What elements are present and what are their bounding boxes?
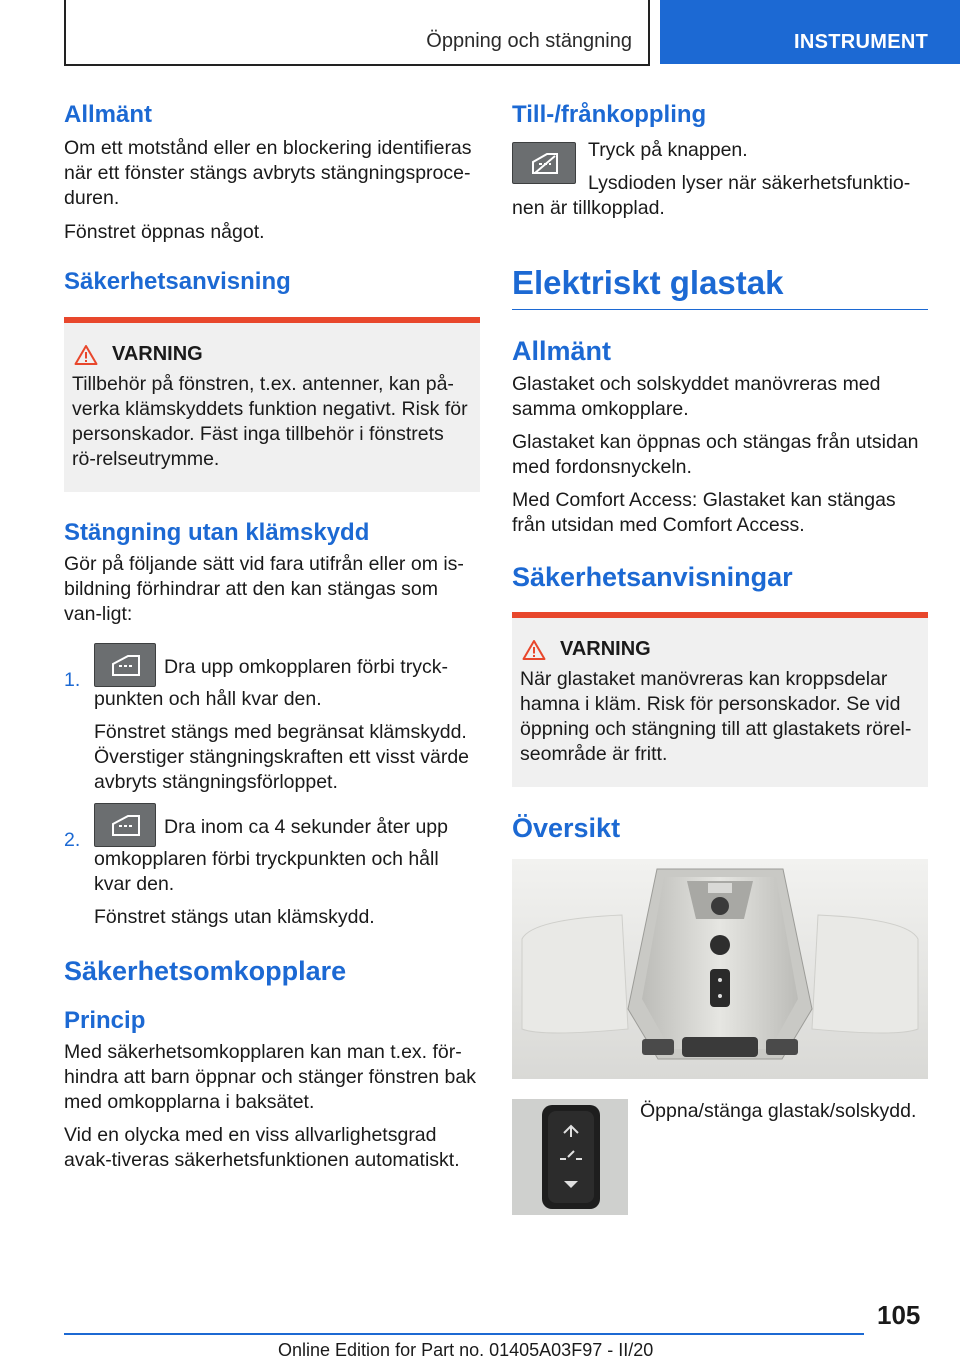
- sunroof-switch-icon: [512, 1099, 628, 1215]
- sakerhetsomkopplare-heading: Säkerhetsomkopplare: [64, 956, 347, 986]
- warning-box: [64, 317, 480, 492]
- footer-divider: [64, 1333, 864, 1335]
- header-section-title: Öppning och stängning: [426, 30, 632, 52]
- warning-text: Tillbehör på fönstren, t.ex. antenner, kan på-verka klämskyddets funktion negativt. Risk för personskador. Fäst inga tillbehör i fönstrets rö-relseutrymme.: [72, 373, 468, 470]
- warning-title: [72, 343, 472, 366]
- step-2-note: Fönstret stängs utan klämskydd.: [94, 906, 375, 928]
- glastak-title: Elektriskt glastak: [512, 263, 928, 310]
- overhead-console-photo: [512, 859, 928, 1079]
- tillfran-heading: Till-/frånkoppling: [512, 101, 707, 128]
- glastak-paragraph-2: Glastaket kan öppnas och stängas från utsidan med fordonsnyckeln.: [512, 431, 919, 478]
- allmant-heading: Allmänt: [64, 101, 153, 128]
- right-column: [512, 100, 928, 1217]
- tillfran-paragraph-2-text: Lysdioden lyser när säkerhetsfunktio-nen är tillkopplad.: [512, 172, 911, 219]
- header-chapter-tab[interactable]: [660, 0, 960, 64]
- warning-title-sunroof-text: VARNING: [560, 638, 651, 660]
- allmant-paragraph-2: Fönstret öppnas något.: [64, 221, 265, 243]
- sakerhetsanvisningar-heading: Säkerhetsanvisningar: [512, 562, 793, 592]
- step-1-line: [94, 649, 480, 712]
- step-2-number: 2.: [64, 829, 81, 851]
- header-chapter-label: INSTRUMENT: [794, 31, 929, 53]
- left-column: [64, 100, 480, 1173]
- tillfran-block: [512, 138, 928, 221]
- window-switch-icon: [94, 643, 156, 687]
- warning-box-sunroof: [512, 612, 928, 787]
- princip-paragraph-1: Med säkerhetsomkopplaren kan man t.ex. för-hindra att barn öppnar och stänger fönstren bak med omkopplarna i baksätet.: [64, 1041, 476, 1113]
- sunroof-switch-block: [512, 1099, 928, 1217]
- step-1-number: 1.: [64, 669, 81, 691]
- oversikt-heading: Översikt: [512, 813, 621, 843]
- step-2-line: [94, 809, 480, 897]
- step-1-text: Dra upp omkopplaren förbi tryck-punkten och håll kvar den.: [94, 656, 448, 710]
- step-2-text: Dra inom ca 4 sekunder åter upp omkopplaren förbi tryckpunkten och håll kvar den.: [94, 816, 448, 895]
- window-switch-icon: [94, 803, 156, 847]
- header-frame: [64, 0, 650, 66]
- princip-paragraph-2: Vid en olycka med en viss allvarlighetsgrad avak-tiveras säkerhetsfunktionen automatiskt.: [64, 1124, 460, 1171]
- sakerhetsanvisning-heading: Säkerhetsanvisning: [64, 268, 291, 295]
- sunroof-caption: Öppna/stänga glastak/solskydd.: [640, 1100, 917, 1122]
- warning-text-sunroof: När glastaket manövreras kan kroppsdelar hamna i kläm. Risk för personskador. Se vid öppning och stängning till att glastakets rörel-seområde är fritt.: [520, 668, 912, 765]
- glastak-paragraph-3: Med Comfort Access: Glastaket kan stängas från utsidan med Comfort Access.: [512, 489, 896, 536]
- warning-title-text: VARNING: [112, 343, 203, 365]
- page-header: [0, 0, 960, 66]
- princip-heading: Princip: [64, 1007, 146, 1034]
- allmant-paragraph-1: Om ett motstånd eller en blockering identifieras när ett fönster stängs avbryts stängningsproce-duren.: [64, 137, 472, 209]
- warning-title-sunroof: [520, 638, 920, 661]
- step-2: [64, 809, 480, 930]
- stangning-heading: Stängning utan klämskydd: [64, 519, 370, 546]
- warning-triangle-icon: [74, 344, 98, 366]
- page-number: 105: [877, 1300, 921, 1330]
- glastak-allmant-heading: Allmänt: [512, 336, 612, 366]
- glastak-paragraph-1: Glastaket och solskyddet manövreras med samma omkopplare.: [512, 373, 881, 420]
- step-1-note: Fönstret stängs med begränsat klämskydd. Överstiger stängningskraften ett visst värde avbryts stängningsförloppet.: [94, 721, 470, 793]
- warning-triangle-icon: [522, 639, 546, 661]
- step-1: [64, 649, 480, 795]
- tillfran-paragraph-1: Tryck på knappen.: [588, 139, 748, 161]
- window-lock-switch-icon: [512, 142, 576, 184]
- stangning-intro: Gör på följande sätt vid fara utifrån eller om is-bildning förhindrar att den kan stängas som van-ligt:: [64, 553, 464, 625]
- footer-edition: Online Edition for Part no. 01405A03F97 - II/20: [278, 1340, 654, 1360]
